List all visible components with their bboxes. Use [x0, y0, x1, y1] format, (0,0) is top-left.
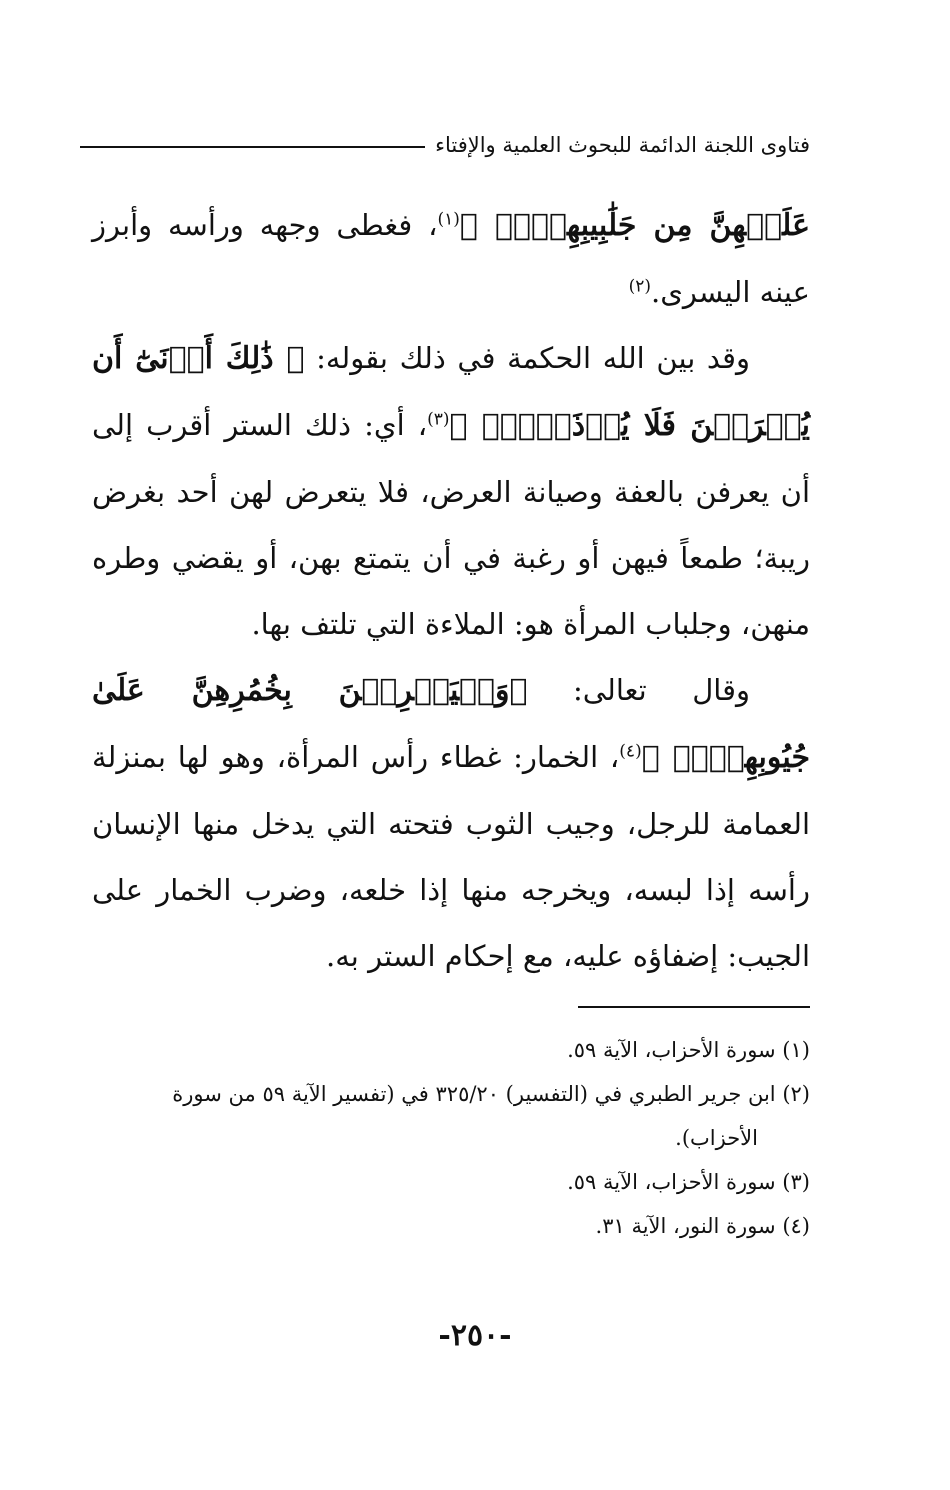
- main-text: [92, 192, 810, 989]
- footnotes: [92, 1028, 810, 1248]
- page-number: -٢٥٠-: [438, 1318, 512, 1353]
- footnote-3: (٣) سورة الأحزاب، الآية ٥٩.: [567, 1170, 810, 1194]
- footnote-4: (٤) سورة النور، الآية ٣١.: [595, 1214, 810, 1238]
- header-title: فتاوى اللجنة الدائمة للبحوث العلمية والإفتاء: [435, 133, 810, 157]
- footnote-2: (٢) ابن جرير الطبري في (التفسير) ٣٢٥/٢٠ في (تفسير الآية ٥٩ من سورة: [172, 1082, 810, 1106]
- paragraph-1-text: ، فغطى وجهه ورأسه وأبرز عينه اليسرى.: [92, 208, 810, 309]
- footnote-ref-3: (٣): [427, 409, 450, 430]
- paragraph-3-text: ، الخمار: غطاء رأس المرأة، وهو لها بمنزلة العمامة للرجل، وجيب الثوب فتحته التي يدخل منها الإنسان رأسه إذا لبسه، ويخرجه منها إذا خلعه، وضرب الخمار على الجيب: إضفاؤه عليه، مع إحكام الستر به.: [92, 740, 810, 973]
- running-header: [80, 128, 810, 162]
- quran-verse-2: ﴿ ذَٰلِكَ أَدۡنَىٰٓ أَن يُعۡرَفۡنَ فَلَا يُؤۡذَيۡنَۗ ﴾: [92, 341, 810, 443]
- footnote-1: (١) سورة الأحزاب، الآية ٥٩.: [567, 1038, 810, 1062]
- paragraph-2: [92, 325, 810, 657]
- footnote-ref-4: (٤): [619, 741, 642, 762]
- footnote-2-continued: الأحزاب).: [675, 1126, 758, 1150]
- footnote-ref-2: (٢): [628, 276, 651, 297]
- paragraph-2-intro: وقد بين الله الحكمة في ذلك بقوله:: [304, 341, 750, 375]
- paragraph-3-intro: وقال تعالى:: [527, 673, 750, 707]
- paragraph-3: [92, 657, 810, 989]
- paragraph-1: [92, 192, 810, 325]
- paragraph-2-text: ، أي: ذلك الستر أقرب إلى أن يعرفن بالعفة وصيانة العرض، فلا يتعرض لهن أحد بغرض ريبة؛ طمعاً فيهن أو رغبة في أن يتمتع بهن، أو يقضي وطره منهن، وجلباب المرأة هو: الملاءة التي تلتف بها.: [92, 408, 810, 641]
- footnote-separator: [578, 1006, 810, 1008]
- quran-verse-1: عَلَيۡهِنَّ مِن جَلَٰبِيبِهِنَّۚ ﴾: [459, 208, 810, 243]
- quran-verse-3: ﴿وَلۡيَضۡرِبۡنَ بِخُمُرِهِنَّ عَلَىٰ جُيُوبِهِنَّۖ ﴾: [92, 673, 810, 775]
- header-rule: [80, 146, 425, 148]
- footnote-ref-1: (١): [437, 209, 460, 230]
